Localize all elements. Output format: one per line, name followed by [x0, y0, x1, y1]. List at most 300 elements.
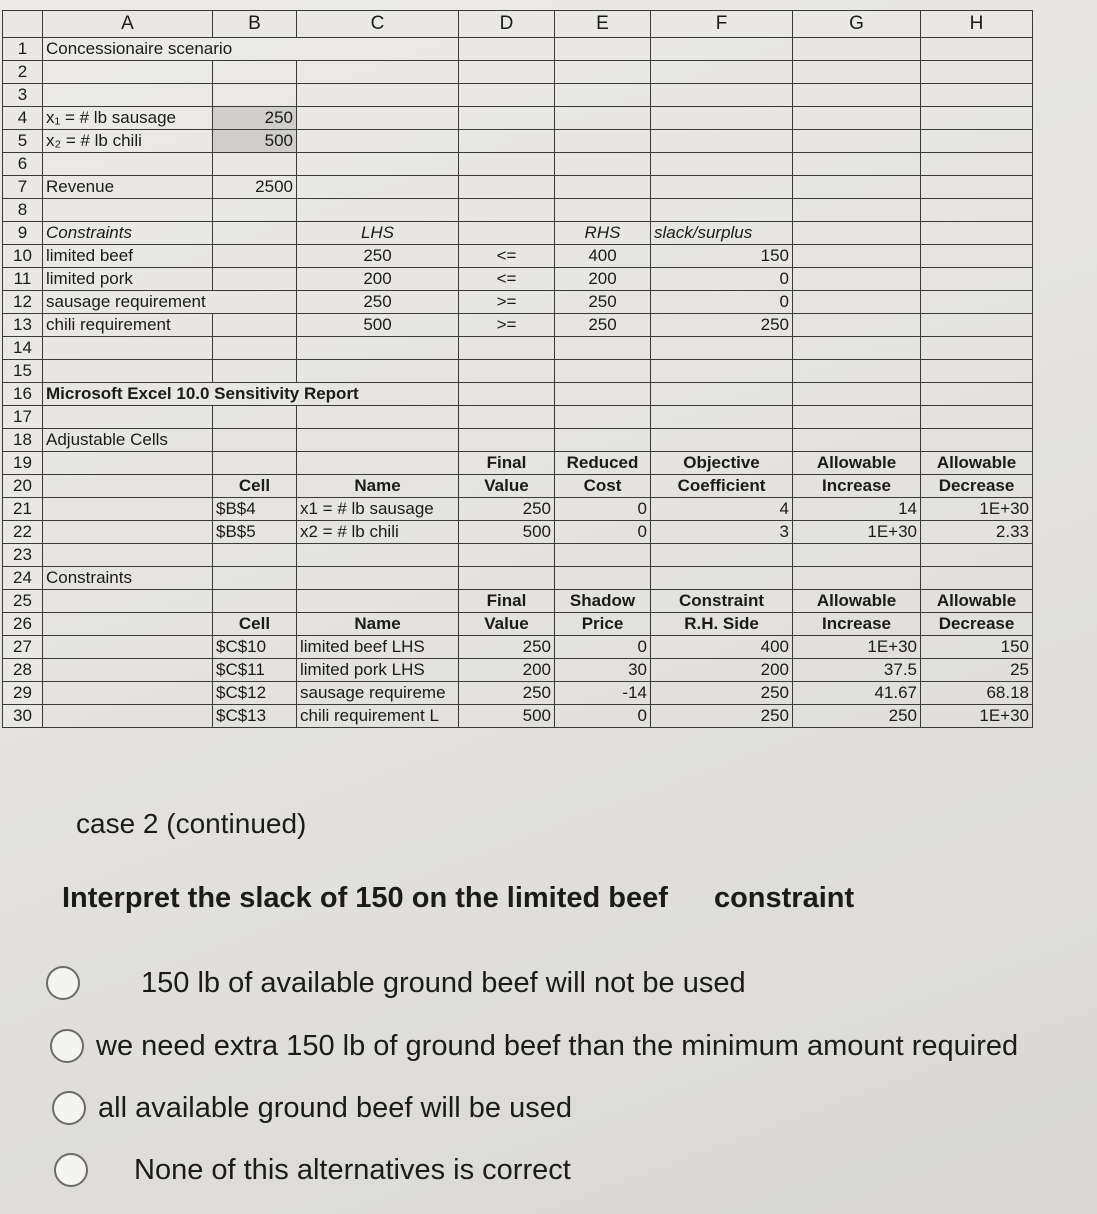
cell[interactable]: $C$13 [213, 705, 297, 728]
cell[interactable]: x₂ = # lb chili [43, 130, 213, 153]
cell[interactable] [43, 705, 213, 728]
cell[interactable] [555, 406, 651, 429]
cell[interactable] [297, 337, 459, 360]
cell[interactable] [921, 544, 1033, 567]
cell[interactable]: x₁ = # lb sausage [43, 107, 213, 130]
cell[interactable]: Increase [793, 613, 921, 636]
cell[interactable] [651, 337, 793, 360]
cell[interactable] [213, 84, 297, 107]
cell[interactable]: 500 [459, 705, 555, 728]
cell[interactable] [297, 452, 459, 475]
row-number[interactable]: 23 [3, 544, 43, 567]
cell[interactable] [921, 61, 1033, 84]
cell[interactable] [793, 406, 921, 429]
cell[interactable] [43, 521, 213, 544]
cell[interactable] [43, 659, 213, 682]
cell[interactable] [213, 268, 297, 291]
cell[interactable]: 0 [555, 498, 651, 521]
cell[interactable] [297, 199, 459, 222]
cell[interactable] [651, 38, 793, 61]
cell[interactable] [459, 199, 555, 222]
cell[interactable]: Microsoft Excel 10.0 Sensitivity Report [43, 383, 459, 406]
cell[interactable] [793, 360, 921, 383]
cell[interactable]: slack/surplus [651, 222, 793, 245]
cell[interactable]: 250 [555, 314, 651, 337]
row-number[interactable]: 18 [3, 429, 43, 452]
row-number[interactable]: 12 [3, 291, 43, 314]
cell[interactable]: x1 = # lb sausage [297, 498, 459, 521]
cell[interactable]: 500 [459, 521, 555, 544]
cell[interactable] [793, 176, 921, 199]
cell[interactable]: 200 [555, 268, 651, 291]
cell[interactable] [213, 406, 297, 429]
cell[interactable]: 400 [555, 245, 651, 268]
cell[interactable]: Constraints [43, 567, 213, 590]
cell[interactable]: <= [459, 245, 555, 268]
cell[interactable] [921, 567, 1033, 590]
cell[interactable]: $C$11 [213, 659, 297, 682]
cell[interactable] [555, 130, 651, 153]
cell[interactable]: limited pork [43, 268, 213, 291]
cell[interactable]: >= [459, 291, 555, 314]
cell[interactable] [921, 291, 1033, 314]
column-header[interactable]: E [555, 11, 651, 38]
cell[interactable] [921, 337, 1033, 360]
cell[interactable] [213, 452, 297, 475]
cell[interactable] [555, 337, 651, 360]
cell[interactable]: 14 [793, 498, 921, 521]
cell[interactable]: Concessionaire scenario [43, 38, 459, 61]
cell[interactable]: x2 = # lb chili [297, 521, 459, 544]
cell[interactable] [921, 268, 1033, 291]
cell[interactable] [43, 682, 213, 705]
option-3-label[interactable]: all available ground beef will be used [98, 1091, 572, 1124]
cell[interactable]: Cell [213, 475, 297, 498]
cell[interactable] [921, 199, 1033, 222]
cell[interactable]: Adjustable Cells [43, 429, 213, 452]
cell[interactable] [459, 107, 555, 130]
cell[interactable] [651, 153, 793, 176]
cell[interactable]: 200 [459, 659, 555, 682]
sheet-row [3, 61, 1033, 84]
cell[interactable]: 30 [555, 659, 651, 682]
cell[interactable] [213, 153, 297, 176]
cell[interactable]: 150 [651, 245, 793, 268]
cell[interactable] [793, 153, 921, 176]
cell[interactable]: 200 [297, 268, 459, 291]
cell[interactable] [213, 590, 297, 613]
row-number[interactable]: 19 [3, 452, 43, 475]
cell[interactable]: Final [459, 452, 555, 475]
cell[interactable]: 400 [651, 636, 793, 659]
cell[interactable] [43, 84, 213, 107]
cell[interactable]: 1E+30 [921, 498, 1033, 521]
row-number[interactable]: 7 [3, 176, 43, 199]
cell[interactable]: Shadow [555, 590, 651, 613]
cell[interactable]: sausage requireme [297, 682, 459, 705]
cell[interactable]: Cell [213, 613, 297, 636]
cell[interactable] [651, 567, 793, 590]
sheet-row [3, 475, 1033, 498]
cell[interactable] [297, 567, 459, 590]
cell[interactable] [297, 544, 459, 567]
cell[interactable]: Cost [555, 475, 651, 498]
cell[interactable]: 1E+30 [921, 705, 1033, 728]
cell[interactable] [921, 360, 1033, 383]
cell[interactable] [43, 475, 213, 498]
cell[interactable] [213, 61, 297, 84]
option-4[interactable] [54, 1153, 571, 1187]
cell[interactable]: 2500 [213, 176, 297, 199]
option-3[interactable] [52, 1091, 572, 1125]
cell[interactable]: 250 [651, 705, 793, 728]
cell[interactable]: Allowable [921, 452, 1033, 475]
column-header[interactable]: D [459, 11, 555, 38]
cell[interactable]: chili requirement [43, 314, 213, 337]
row-number[interactable]: 3 [3, 84, 43, 107]
cell[interactable] [213, 199, 297, 222]
cell[interactable]: 3 [651, 521, 793, 544]
cell[interactable]: Increase [793, 475, 921, 498]
radio-button-icon[interactable] [46, 966, 80, 1000]
cell[interactable] [297, 406, 459, 429]
cell[interactable]: RHS [555, 222, 651, 245]
sheet-row [3, 153, 1033, 176]
cell[interactable] [555, 199, 651, 222]
cell[interactable] [459, 360, 555, 383]
cell[interactable]: 0 [651, 268, 793, 291]
cell[interactable] [459, 222, 555, 245]
cell[interactable] [459, 176, 555, 199]
cell[interactable] [651, 383, 793, 406]
cell[interactable] [921, 38, 1033, 61]
cell[interactable] [793, 61, 921, 84]
cell[interactable]: 250 [459, 682, 555, 705]
cell[interactable] [297, 360, 459, 383]
cell[interactable]: Constraint [651, 590, 793, 613]
cell[interactable]: 500 [297, 314, 459, 337]
cell[interactable]: 250 [297, 291, 459, 314]
cell[interactable]: Name [297, 475, 459, 498]
cell[interactable] [43, 590, 213, 613]
cell[interactable] [459, 383, 555, 406]
cell[interactable]: limited beef [43, 245, 213, 268]
column-header[interactable]: H [921, 11, 1033, 38]
cell[interactable]: sausage requirement [43, 291, 297, 314]
cell[interactable] [921, 406, 1033, 429]
cell[interactable]: 0 [651, 291, 793, 314]
row-number[interactable]: 6 [3, 153, 43, 176]
cell[interactable] [921, 176, 1033, 199]
cell[interactable] [297, 176, 459, 199]
cell[interactable]: 41.67 [793, 682, 921, 705]
row-number[interactable]: 4 [3, 107, 43, 130]
cell[interactable]: 250 [793, 705, 921, 728]
cell[interactable]: Allowable [793, 452, 921, 475]
cell[interactable] [43, 498, 213, 521]
cell[interactable]: $C$10 [213, 636, 297, 659]
option-4-label[interactable]: None of this alternatives is correct [134, 1153, 571, 1186]
row-number[interactable]: 10 [3, 245, 43, 268]
cell[interactable] [43, 452, 213, 475]
cell[interactable]: Constraints [43, 222, 213, 245]
cell[interactable] [213, 544, 297, 567]
cell[interactable] [555, 567, 651, 590]
row-number[interactable]: 27 [3, 636, 43, 659]
cell[interactable]: 150 [921, 636, 1033, 659]
cell[interactable] [921, 383, 1033, 406]
cell[interactable] [43, 406, 213, 429]
cell[interactable]: $C$12 [213, 682, 297, 705]
cell[interactable]: 4 [651, 498, 793, 521]
cell[interactable] [297, 107, 459, 130]
cell[interactable] [297, 429, 459, 452]
cell[interactable] [793, 429, 921, 452]
cell[interactable]: >= [459, 314, 555, 337]
cell[interactable]: Price [555, 613, 651, 636]
cell[interactable]: 25 [921, 659, 1033, 682]
cell[interactable] [43, 636, 213, 659]
row-number[interactable]: 2 [3, 61, 43, 84]
cell[interactable]: limited beef LHS [297, 636, 459, 659]
cell[interactable] [43, 199, 213, 222]
cell[interactable]: 250 [555, 291, 651, 314]
question-text [62, 882, 854, 915]
cell[interactable] [651, 199, 793, 222]
row-number[interactable]: 25 [3, 590, 43, 613]
cell[interactable]: 0 [555, 636, 651, 659]
cell[interactable] [213, 429, 297, 452]
cell[interactable] [793, 130, 921, 153]
cell[interactable]: 250 [651, 314, 793, 337]
cell[interactable] [921, 222, 1033, 245]
cell[interactable] [297, 153, 459, 176]
cell[interactable]: Allowable [921, 590, 1033, 613]
cell[interactable] [43, 61, 213, 84]
cell[interactable] [793, 567, 921, 590]
cell[interactable] [793, 544, 921, 567]
column-header[interactable]: B [213, 11, 297, 38]
row-number[interactable]: 22 [3, 521, 43, 544]
cell[interactable] [459, 567, 555, 590]
cell[interactable] [459, 38, 555, 61]
row-number[interactable]: 28 [3, 659, 43, 682]
cell[interactable]: 250 [459, 636, 555, 659]
cell[interactable] [793, 107, 921, 130]
cell[interactable]: Decrease [921, 475, 1033, 498]
cell[interactable] [555, 176, 651, 199]
column-header[interactable]: G [793, 11, 921, 38]
cell[interactable]: -14 [555, 682, 651, 705]
cell[interactable] [793, 222, 921, 245]
cell[interactable]: 250 [459, 498, 555, 521]
column-header[interactable]: F [651, 11, 793, 38]
cell[interactable] [459, 61, 555, 84]
row-number[interactable]: 24 [3, 567, 43, 590]
cell[interactable] [921, 314, 1033, 337]
cell[interactable]: 500 [213, 130, 297, 153]
cell[interactable] [651, 429, 793, 452]
cell[interactable]: 37.5 [793, 659, 921, 682]
cell[interactable] [213, 360, 297, 383]
cell[interactable]: Allowable [793, 590, 921, 613]
cell[interactable] [43, 153, 213, 176]
sheet-row [3, 107, 1033, 130]
cell[interactable]: chili requirement L [297, 705, 459, 728]
option-2[interactable] [50, 1029, 1018, 1063]
cell[interactable]: 2.33 [921, 521, 1033, 544]
cell[interactable] [651, 61, 793, 84]
cell[interactable] [555, 107, 651, 130]
cell[interactable] [297, 84, 459, 107]
cell[interactable] [555, 153, 651, 176]
cell[interactable]: LHS [297, 222, 459, 245]
cell[interactable]: limited pork LHS [297, 659, 459, 682]
cell[interactable]: 68.18 [921, 682, 1033, 705]
column-header[interactable]: C [297, 11, 459, 38]
cell[interactable] [921, 130, 1033, 153]
sheet-row [3, 705, 1033, 728]
column-header[interactable]: A [43, 11, 213, 38]
row-number[interactable]: 11 [3, 268, 43, 291]
cell[interactable]: 1E+30 [793, 521, 921, 544]
cell[interactable] [651, 176, 793, 199]
sheet-row [3, 636, 1033, 659]
cell[interactable] [459, 130, 555, 153]
radio-button-icon[interactable] [50, 1029, 84, 1063]
cell[interactable] [651, 130, 793, 153]
row-number[interactable]: 1 [3, 38, 43, 61]
cell[interactable] [459, 544, 555, 567]
cell[interactable] [921, 107, 1033, 130]
row-number[interactable]: 15 [3, 360, 43, 383]
cell[interactable] [793, 84, 921, 107]
cell[interactable] [213, 314, 297, 337]
cell[interactable] [297, 590, 459, 613]
cell[interactable] [651, 406, 793, 429]
sheet-row [3, 521, 1033, 544]
cell[interactable] [921, 153, 1033, 176]
cell[interactable]: 200 [651, 659, 793, 682]
option-1[interactable] [46, 966, 746, 1000]
cell[interactable] [459, 84, 555, 107]
cell[interactable] [459, 153, 555, 176]
cell[interactable]: 0 [555, 521, 651, 544]
option-1-label[interactable]: 150 lb of available ground beef will not be used [141, 966, 746, 999]
cell[interactable] [213, 222, 297, 245]
cell[interactable] [793, 383, 921, 406]
cell[interactable] [43, 613, 213, 636]
cell[interactable]: R.H. Side [651, 613, 793, 636]
cell[interactable] [213, 337, 297, 360]
sheet-row [3, 567, 1033, 590]
cell[interactable]: 250 [297, 245, 459, 268]
cell[interactable] [459, 406, 555, 429]
cell[interactable] [459, 337, 555, 360]
radio-button-icon[interactable] [52, 1091, 86, 1125]
cell[interactable]: Final [459, 590, 555, 613]
cell[interactable] [555, 38, 651, 61]
row-number[interactable]: 17 [3, 406, 43, 429]
cell[interactable] [213, 245, 297, 268]
sheet-row [3, 314, 1033, 337]
cell[interactable] [921, 245, 1033, 268]
cell[interactable] [651, 360, 793, 383]
cell[interactable]: <= [459, 268, 555, 291]
cell[interactable] [555, 360, 651, 383]
cell[interactable] [555, 429, 651, 452]
row-number[interactable]: 9 [3, 222, 43, 245]
cell[interactable] [555, 84, 651, 107]
cell[interactable]: Coefficient [651, 475, 793, 498]
cell[interactable] [793, 314, 921, 337]
cell[interactable] [793, 337, 921, 360]
cell[interactable]: 250 [651, 682, 793, 705]
cell[interactable] [793, 245, 921, 268]
cell[interactable]: $B$4 [213, 498, 297, 521]
cell[interactable]: Reduced [555, 452, 651, 475]
cell[interactable] [297, 130, 459, 153]
cell[interactable] [43, 337, 213, 360]
option-2-label[interactable]: we need extra 150 lb of ground beef than the minimum amount required [96, 1029, 1019, 1062]
cell[interactable] [43, 360, 213, 383]
cell[interactable] [555, 383, 651, 406]
row-number[interactable]: 16 [3, 383, 43, 406]
cell[interactable] [921, 429, 1033, 452]
cell[interactable] [793, 268, 921, 291]
cell[interactable]: $B$5 [213, 521, 297, 544]
row-number[interactable]: 8 [3, 199, 43, 222]
cell[interactable] [793, 291, 921, 314]
sheet-row [3, 245, 1033, 268]
cell[interactable] [297, 61, 459, 84]
row-number[interactable]: 29 [3, 682, 43, 705]
row-number[interactable]: 21 [3, 498, 43, 521]
cell[interactable] [43, 544, 213, 567]
cell[interactable]: 1E+30 [793, 636, 921, 659]
radio-button-icon[interactable] [54, 1153, 88, 1187]
cell[interactable] [651, 107, 793, 130]
row-number[interactable]: 30 [3, 705, 43, 728]
row-number[interactable]: 20 [3, 475, 43, 498]
cell[interactable] [651, 84, 793, 107]
cell[interactable] [555, 544, 651, 567]
cell[interactable] [793, 199, 921, 222]
cell[interactable]: 250 [213, 107, 297, 130]
cell[interactable] [459, 429, 555, 452]
cell[interactable] [213, 567, 297, 590]
sheet-row [3, 406, 1033, 429]
cell[interactable] [651, 544, 793, 567]
cell[interactable]: Value [459, 475, 555, 498]
corner-cell[interactable] [3, 11, 43, 38]
row-number[interactable]: 26 [3, 613, 43, 636]
cell[interactable]: Value [459, 613, 555, 636]
sheet-row [3, 199, 1033, 222]
cell[interactable]: 0 [555, 705, 651, 728]
case-label: case 2 (continued) [76, 808, 307, 839]
cell[interactable] [555, 61, 651, 84]
row-number[interactable]: 14 [3, 337, 43, 360]
cell[interactable]: Name [297, 613, 459, 636]
cell[interactable] [921, 84, 1033, 107]
row-number[interactable]: 13 [3, 314, 43, 337]
cell[interactable]: Decrease [921, 613, 1033, 636]
cell[interactable]: Objective [651, 452, 793, 475]
cell[interactable]: Revenue [43, 176, 213, 199]
row-number[interactable]: 5 [3, 130, 43, 153]
cell[interactable] [793, 38, 921, 61]
